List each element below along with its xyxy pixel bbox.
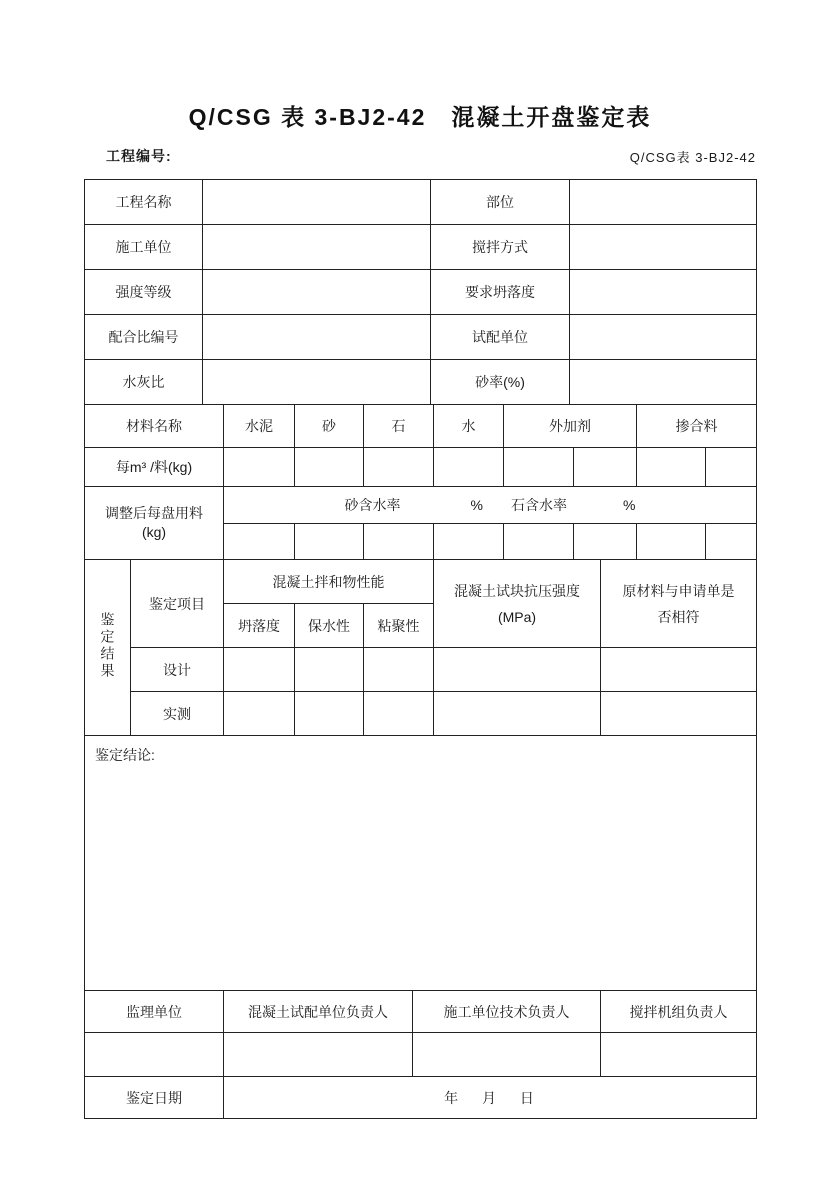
appraisal-date-label: 鉴定日期 <box>85 1077 224 1119</box>
per-m3-field[interactable] <box>574 448 637 487</box>
mixer-crew-responsible-header: 搅拌机组负责人 <box>601 991 757 1033</box>
info-label: 配合比编号 <box>85 315 203 360</box>
info-row <box>85 180 757 225</box>
per-m3-label: 每m³ /料(kg) <box>85 448 224 487</box>
per-m3-field[interactable] <box>434 448 504 487</box>
design-row-label: 设计 <box>131 648 224 692</box>
trial-mix-unit-field[interactable] <box>570 315 757 360</box>
info-label: 施工单位 <box>85 225 203 270</box>
supervision-unit-header: 监理单位 <box>85 991 224 1033</box>
info-label: 水灰比 <box>85 360 203 405</box>
info-row <box>85 225 757 270</box>
adjusted-field[interactable] <box>224 524 295 560</box>
measured-field[interactable] <box>364 692 434 736</box>
measured-field[interactable] <box>295 692 364 736</box>
info-row <box>85 270 757 315</box>
material-column-stone: 石 <box>364 405 434 448</box>
material-column-sand: 砂 <box>295 405 364 448</box>
material-name-label: 材料名称 <box>85 405 224 448</box>
material-column-cement: 水泥 <box>224 405 295 448</box>
signature-field[interactable] <box>601 1033 757 1077</box>
info-label: 试配单位 <box>431 315 570 360</box>
adjusted-field[interactable] <box>295 524 364 560</box>
info-table <box>84 179 757 405</box>
required-slump-field[interactable] <box>570 270 757 315</box>
adjusted-field[interactable] <box>637 524 706 560</box>
materials-table <box>84 404 757 560</box>
design-field[interactable] <box>434 648 601 692</box>
info-label: 砂率(%) <box>431 360 570 405</box>
signoff-header-row <box>85 991 757 1033</box>
per-m3-field[interactable] <box>295 448 364 487</box>
material-column-admixture: 外加剂 <box>504 405 637 448</box>
appraisal-item-label: 鉴定项目 <box>131 560 224 648</box>
signature-field[interactable] <box>224 1033 413 1077</box>
adjusted-field[interactable] <box>574 524 637 560</box>
measured-field[interactable] <box>434 692 601 736</box>
appraisal-table <box>84 559 757 736</box>
adjusted-field[interactable] <box>434 524 504 560</box>
design-row <box>85 648 757 692</box>
mixing-method-field[interactable] <box>570 225 757 270</box>
water-cement-ratio-field[interactable] <box>203 360 431 405</box>
mix-performance-header: 混凝土拌和物性能 <box>224 560 434 604</box>
info-label: 要求坍落度 <box>431 270 570 315</box>
moisture-row <box>85 487 757 524</box>
strength-grade-field[interactable] <box>203 270 431 315</box>
signature-field[interactable] <box>85 1033 224 1077</box>
conclusion-table <box>84 735 757 991</box>
adjusted-field[interactable] <box>504 524 574 560</box>
form-code: Q/CSG表 3-BJ2-42 <box>629 150 756 165</box>
measured-row <box>85 692 757 736</box>
signature-row <box>85 1033 757 1077</box>
material-column-water: 水 <box>434 405 504 448</box>
form-title: Q/CSG 表 3-BJ2-42 混凝土开盘鉴定表 <box>188 104 652 130</box>
measured-field[interactable] <box>224 692 295 736</box>
adjusted-field[interactable] <box>364 524 434 560</box>
cohesiveness-header: 粘聚性 <box>364 604 434 648</box>
measured-field[interactable] <box>601 692 757 736</box>
signature-field[interactable] <box>413 1033 601 1077</box>
measured-row-label: 实测 <box>131 692 224 736</box>
signoff-table <box>84 990 757 1119</box>
per-m3-field[interactable] <box>224 448 295 487</box>
info-row <box>85 360 757 405</box>
mix-ratio-no-field[interactable] <box>203 315 431 360</box>
conclusion-label: 鉴定结论: <box>95 747 155 763</box>
info-label: 工程名称 <box>85 180 203 225</box>
info-label: 强度等级 <box>85 270 203 315</box>
adjusted-batch-label: 调整后每盘用料 (kg) <box>85 487 224 560</box>
moisture-rates-cell[interactable]: 砂含水率 % 石含水率 % <box>224 487 757 524</box>
per-m3-field[interactable] <box>706 448 757 487</box>
info-label: 部位 <box>431 180 570 225</box>
design-field[interactable] <box>364 648 434 692</box>
project-name-field[interactable] <box>203 180 431 225</box>
per-m3-field[interactable] <box>364 448 434 487</box>
info-label: 搅拌方式 <box>431 225 570 270</box>
design-field[interactable] <box>295 648 364 692</box>
appraisal-date-value[interactable]: 年 月 日 <box>224 1077 757 1119</box>
info-row <box>85 315 757 360</box>
location-field[interactable] <box>570 180 757 225</box>
material-match-header: 原材料与申请单是 否相符 <box>601 560 757 648</box>
date-row <box>85 1077 757 1119</box>
form-subheader <box>84 146 756 166</box>
appraisal-section-label: 鉴定结果 <box>85 560 131 736</box>
slump-header: 坍落度 <box>224 604 295 648</box>
strength-header: 混凝土试块抗压强度 (MPa) <box>434 560 601 648</box>
adjusted-field[interactable] <box>706 524 757 560</box>
form-body <box>84 179 756 1119</box>
sand-ratio-field[interactable] <box>570 360 757 405</box>
water-retention-header: 保水性 <box>295 604 364 648</box>
appraisal-header-row-1 <box>85 560 757 604</box>
conclusion-cell[interactable] <box>85 736 757 991</box>
materials-header-row <box>85 405 757 448</box>
design-field[interactable] <box>224 648 295 692</box>
per-m3-field[interactable] <box>504 448 574 487</box>
material-column-blend: 掺合料 <box>637 405 757 448</box>
construction-unit-field[interactable] <box>203 225 431 270</box>
construction-tech-responsible-header: 施工单位技术负责人 <box>413 991 601 1033</box>
trial-mix-responsible-header: 混凝土试配单位负责人 <box>224 991 413 1033</box>
per-m3-field[interactable] <box>637 448 706 487</box>
design-field[interactable] <box>601 648 757 692</box>
project-number-label: 工程编号: <box>106 148 172 164</box>
per-m3-row <box>85 448 757 487</box>
